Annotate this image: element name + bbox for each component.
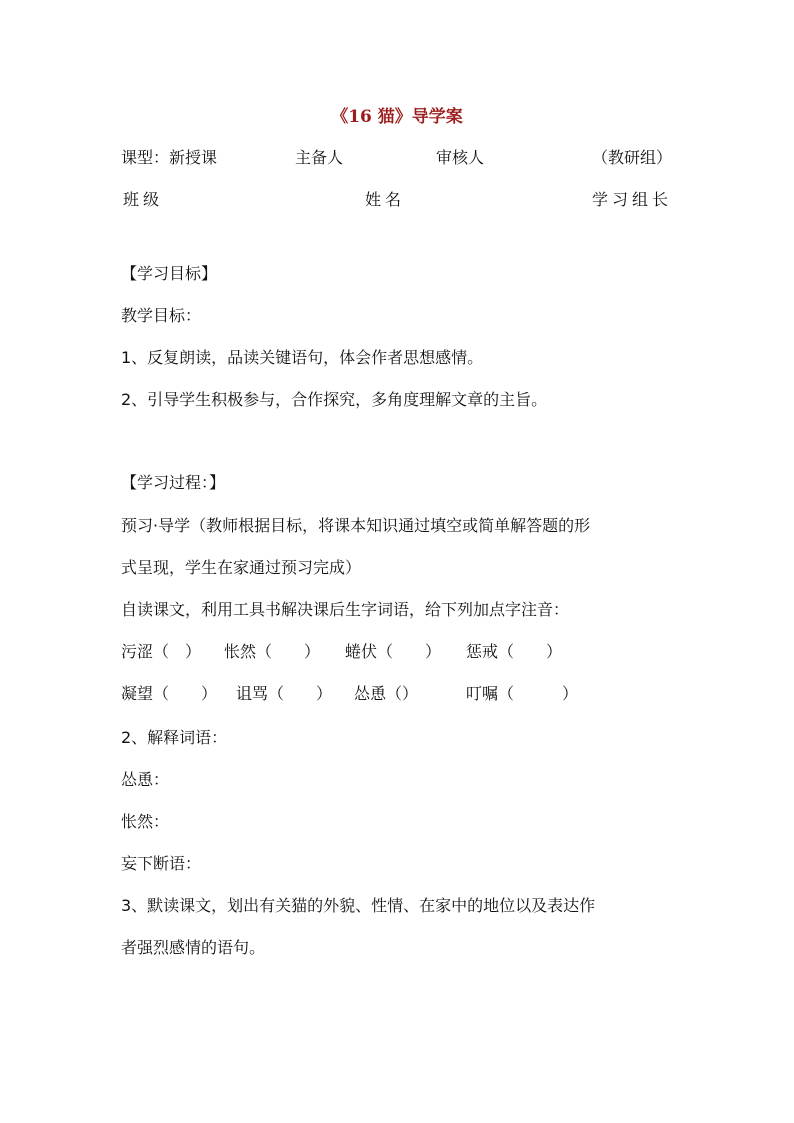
- pinyin-item: 污涩（ ）: [121, 642, 202, 661]
- word-item: 妄下断语：: [121, 854, 202, 873]
- objective-item: 2、引导学生积极参与，合作探究，多角度理解文章的主旨。: [121, 390, 548, 409]
- pinyin-item: 凝望（ ）: [121, 684, 218, 703]
- objectives-subheading: 教学目标：: [121, 306, 202, 325]
- objective-item: 1、反复朗读，品读关键语句，体会作者思想感情。: [121, 348, 484, 367]
- lead-preparer-label: 主备人: [295, 148, 344, 167]
- group-label: （教研组）: [592, 148, 673, 167]
- course-type-label: 课型：新授课: [121, 148, 218, 167]
- pinyin-item: 诅骂（ ）: [236, 684, 333, 703]
- preview-text: 预习·导学（教师根据目标，将课本知识通过填空或简单解答题的形: [121, 516, 591, 535]
- page-title: 《16 猫》导学案: [331, 107, 463, 127]
- word-item: 怅然：: [121, 812, 170, 831]
- task-3-text-continued: 者强烈感情的语句。: [121, 938, 266, 957]
- reviewer-label: 审核人: [436, 148, 485, 167]
- pinyin-item: 惩戒（ ）: [466, 642, 563, 661]
- group-leader-label: 学习组长: [592, 190, 673, 209]
- instruction-text: 自读课文，利用工具书解决课后生字词语，给下列加点字注音：: [121, 600, 570, 619]
- class-label: 班级: [123, 190, 164, 209]
- word-item: 怂恿：: [121, 770, 170, 789]
- task-2-heading: 2、解释词语：: [121, 728, 228, 747]
- task-3-text: 3、默读课文，划出有关猫的外貌、性情、在家中的地位以及表达作: [121, 896, 596, 915]
- objectives-heading: 【学习目标】: [121, 264, 218, 283]
- pinyin-item: 叮嘱（ ）: [466, 684, 579, 703]
- process-heading: 【学习过程：】: [121, 473, 226, 492]
- pinyin-item: 蜷伏（ ）: [345, 642, 442, 661]
- preview-text-continued: 式呈现，学生在家通过预习完成）: [121, 558, 362, 577]
- pinyin-item: 怅然（ ）: [224, 642, 321, 661]
- name-label: 姓名: [365, 190, 406, 209]
- pinyin-item: 怂恿（）: [354, 684, 419, 703]
